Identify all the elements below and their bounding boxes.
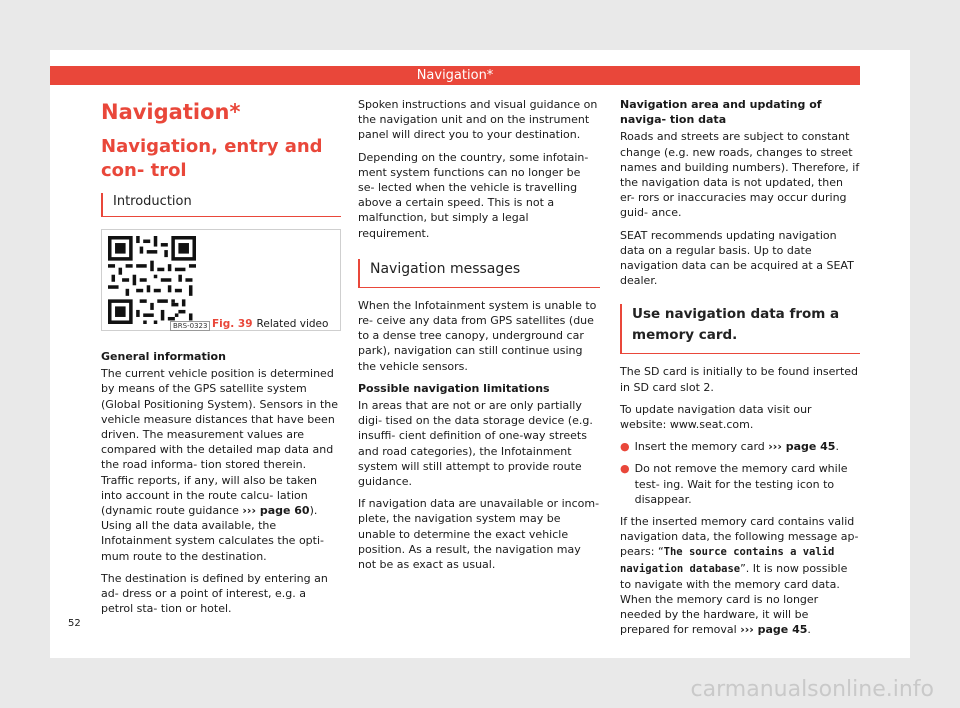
figure-caption — [212, 318, 328, 330]
paragraph-text: . — [807, 623, 811, 637]
paragraph-text: ”. It is now possible to navigate with the memory card data. When the memory card is no longer needed by the hardware, it will be prepared for removal — [620, 561, 848, 637]
message-text: The source contains a valid navigation database — [620, 546, 835, 575]
general-information-heading: General information — [101, 350, 226, 363]
paragraph: When the Infotainment system is unable to re- ceive any data from GPS satellites (due to a dense tree canopy, underground car park), navigation can still continue using the vehicle sensors. — [358, 298, 597, 373]
column-middle — [358, 97, 600, 579]
subsection-introduction: Introduction — [101, 193, 341, 217]
chapter-header: Navigation* — [50, 66, 860, 85]
paragraph — [101, 366, 341, 564]
paragraph: The SD card is initially to be found inserted in SD card slot 2. — [620, 365, 859, 394]
navigation-area-heading: Navigation area and updating of naviga- tion data — [620, 98, 822, 127]
paragraph: Roads and streets are subject to constant change (e.g. new roads, changes to street names and building numbers). Therefore, if the navigation data is not updated, then er- rors or inaccuracies may occur during guid- ance. — [620, 130, 860, 220]
paragraph-text: If the inserted memory card contains valid navigation data, the following message ap- pears: “ — [620, 515, 859, 559]
figure-label: Fig. 39 — [212, 318, 253, 330]
section-title: Navigation, entry and con- trol — [101, 136, 323, 181]
figure-code: BRS-0323 — [170, 321, 210, 331]
paragraph-text: ). Using all the data available, the Infotainment system calculates the opti- mum route to the destination. — [101, 504, 324, 563]
page-title: Navigation* — [101, 100, 241, 124]
bullet-icon: ● — [620, 462, 630, 476]
list-item — [620, 461, 860, 514]
column-left — [101, 97, 341, 623]
page-reference-link[interactable]: ››› page 45 — [768, 440, 836, 454]
subsection-memory-card: Use navigation data from a memory card. — [620, 304, 860, 354]
page-reference-link[interactable]: ››› page 60 — [242, 504, 310, 518]
figure-caption-text: Related video — [256, 318, 329, 330]
paragraph: In areas that are not or are only partially digi- tised on the data storage device (e.g. insuffi- cient definition of one-way streets and road categories), the Infotainment system will still attempt to provide route guidance. — [358, 399, 593, 489]
subsection-navigation-messages: Navigation messages — [358, 259, 600, 288]
list-item — [620, 439, 860, 461]
watermark: carmanualsonline.info — [690, 677, 934, 702]
column-right — [620, 97, 860, 645]
bullet-text-part: Insert the memory card — [634, 440, 769, 454]
bullet-icon: ● — [620, 440, 630, 454]
paragraph: Spoken instructions and visual guidance on the navigation unit and on the instrument panel will direct you to your destination. — [358, 98, 598, 142]
limitations-heading: Possible navigation limitations — [358, 381, 550, 395]
figure-related-video[interactable] — [101, 229, 341, 331]
page-reference-link[interactable]: ››› page 45 — [740, 623, 808, 637]
paragraph: To update navigation data visit our website: www.seat.com. — [620, 402, 812, 432]
bullet-text: Do not remove the memory card while test- ing. Wait for the testing icon to disappear. — [634, 462, 848, 506]
qr-code-icon[interactable] — [108, 236, 196, 324]
paragraph: SEAT recommends updating navigation data on a regular basis. Up to date navigation data can be acquired at a SEAT dealer. — [620, 228, 854, 288]
paragraph — [620, 514, 860, 638]
paragraph: If navigation data are unavailable or incom- plete, the navigation system may be unable to determine the exact vehicle position. As a result, the navigation may not be as exact as usual. — [358, 497, 600, 572]
bullet-text-part: . — [835, 440, 839, 454]
paragraph-text: The current vehicle position is determined by means of the GPS satellite system (Global Positioning System). Sensors in the vehicle measure distances that have been driven. The measurement values are compared with the detailed map data and the road informa- tion stored therein. Traffic reports, if any, will also be taken into account in the route calcu- lation (dynamic route guidance — [101, 367, 339, 518]
paragraph: Depending on the country, some infotain- ment system functions can no longer be se- lected when the vehicle is travelling above a certain speed. This is not a malfunction, but simply a legal requirement. — [358, 150, 589, 240]
page-number: 52 — [68, 618, 81, 629]
bullet-text — [635, 439, 839, 454]
paragraph: The destination is defined by entering an ad- dress or a point of interest, e.g. a petrol sta- tion or hotel. — [101, 571, 328, 616]
